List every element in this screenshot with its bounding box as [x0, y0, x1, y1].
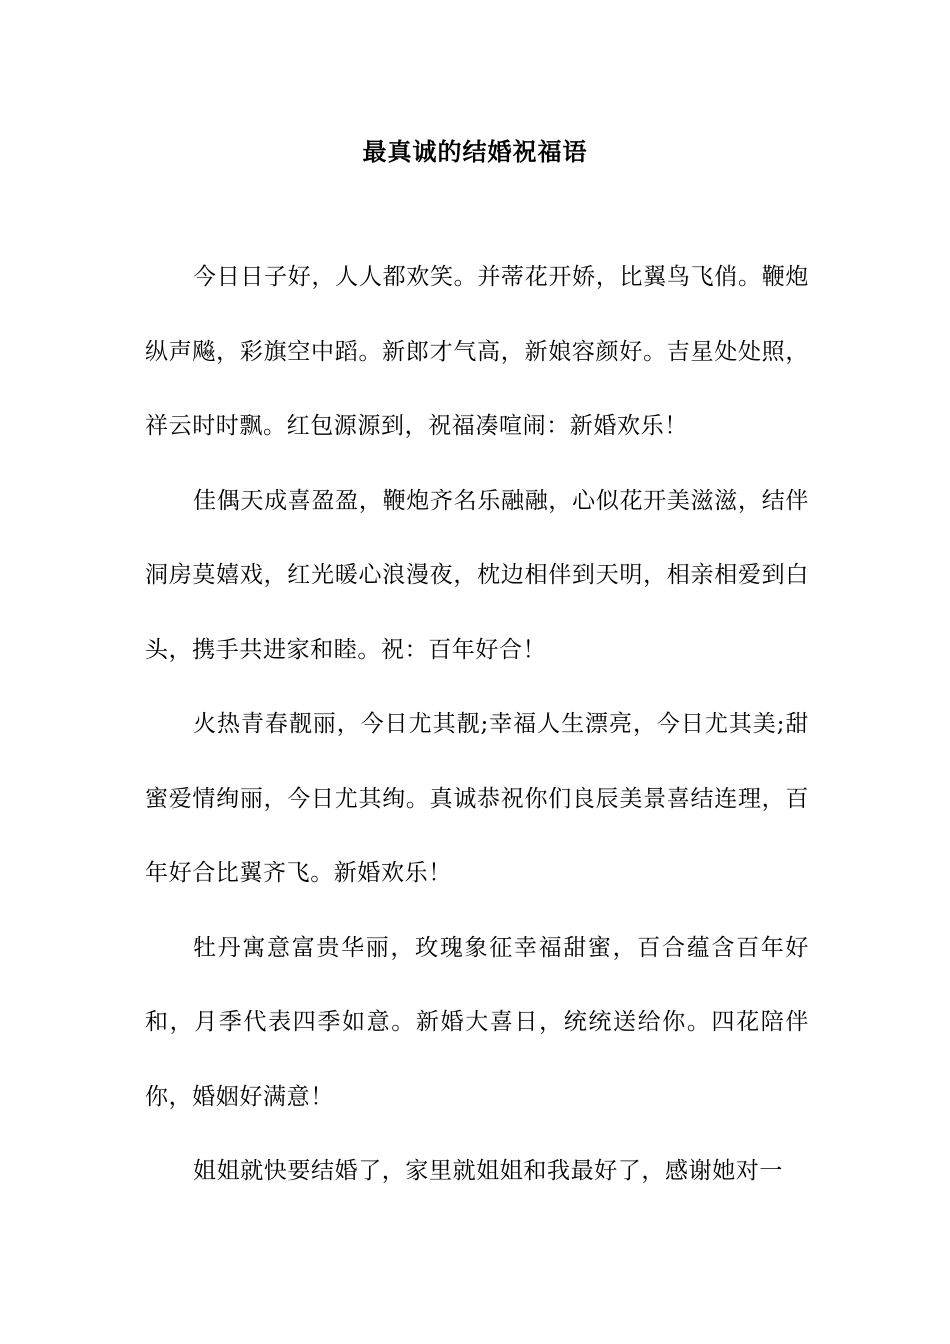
paragraph: 佳偶天成喜盈盈，鞭炮齐名乐融融，心似花开美滋滋，结伴洞房莫嬉戏，红光暖心浪漫夜，枕边相伴到天明，相亲相爱到白头，携手共进家和睦。祝：百年好合！ [145, 487, 809, 663]
paragraph: 牡丹寓意富贵华丽，玫瑰象征幸福甜蜜，百合蕴含百年好和，月季代表四季如意。新婚大喜日，统统送给你。四花陪伴你，婚姻好满意！ [145, 934, 809, 1110]
paragraph: 今日日子好，人人都欢笑。并蒂花开娇，比翼鸟飞俏。鞭炮纵声飚，彩旗空中蹈。新郎才气高，新娘容颜好。吉星处处照，祥云时时飘。红包源源到，祝福凑喧闹：新婚欢乐！ [145, 264, 809, 439]
paragraph: 火热青春靓丽，今日尤其靓;幸福人生漂亮，今日尤其美;甜蜜爱情绚丽，今日尤其绚。真诚恭祝你们良辰美景喜结连理，百年好合比翼齐飞。新婚欢乐！ [145, 711, 809, 886]
document-title: 最真诚的结婚祝福语 [362, 137, 588, 166]
document-body [145, 240, 809, 1209]
paragraph: 姐姐就快要结婚了，家里就姐姐和我最好了，感谢她对一 [193, 1158, 783, 1184]
